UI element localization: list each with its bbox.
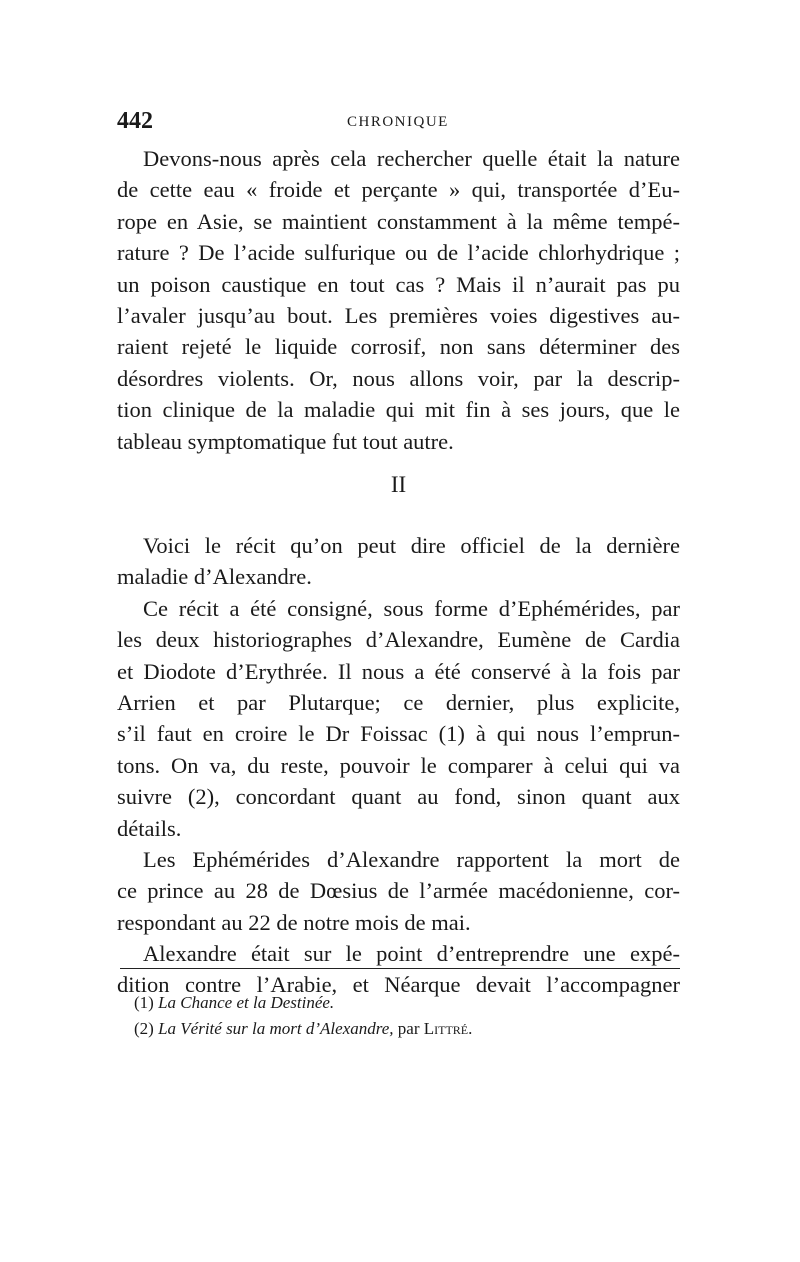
section-body [117,530,680,1001]
text-line: dition contre l’Arabie, et Néarque devait l’accompagner [117,972,680,998]
text-line: Les Ephémérides d’Alexandre rapportent la mort de [143,846,680,872]
text-line: détails. [117,815,182,841]
text-line: rope en Asie, se maintient constamment à la même tempé- [117,208,680,234]
footnote-1 [134,990,674,1016]
text-line: un poison caustique en tout cas ? Mais il n’aurait pas pu [117,271,680,297]
text-line: maladie d’Alexandre. [117,564,312,590]
paragraph-1 [117,143,680,457]
running-title: CHRONIQUE [347,114,449,130]
footnote-suffix: par [393,1019,424,1038]
page-number: 442 [117,108,153,134]
footnote-marker: (1) [134,993,159,1012]
text-line: s’il faut en croire le Dr Foissac (1) à qui nous l’emprun- [117,721,680,747]
text-line: ce prince au 28 de Dœsius de l’armée macédonienne, cor- [117,878,680,904]
text-line: désordres violents. Or, nous allons voir, par la descrip- [117,365,680,391]
text-line: Devons-nous après cela rechercher quelle était la nature [143,146,680,171]
text-line: et Diodote d’Erythrée. Il nous a été conservé à la fois par [117,658,680,684]
text-line: Alexandre était sur le point d’entreprendre une expé- [143,941,680,967]
text-line: les deux historiographes d’Alexandre, Eumène de Cardia [117,627,680,653]
text-line: rature ? De l’acide sulfurique ou de l’acide chlorhydrique ; [117,240,680,266]
text-line: tion clinique de la maladie qui mit fin à ses jours, que le [117,397,680,423]
text-line: l’avaler jusqu’au bout. Les premières voies digestives au- [117,302,680,328]
text-line: Arrien et par Plutarque; ce dernier, plus explicite, [117,689,680,715]
footnote-author: Littré. [423,1019,473,1038]
footnotes [134,990,674,1042]
footnote-title: La Vérité sur la mort d’Alexandre, [158,1019,394,1038]
text-line: respondant au 22 de notre mois de mai. [117,909,471,935]
running-head [117,108,680,138]
footnote-title: La Chance et la Destinée. [158,993,335,1012]
section-heading: II [390,472,407,497]
text-line: suivre (2), concordant quant au fond, sinon quant aux [117,784,680,810]
footnote-marker: (2) [134,1019,159,1038]
text-line: Ce récit a été consigné, sous forme d’Ephémérides, par [143,595,680,621]
text-line: raient rejeté le liquide corrosif, non sans déterminer des [117,334,680,360]
text-line: tons. On va, du reste, pouvoir le comparer à celui qui va [117,752,680,778]
footnote-rule [120,968,680,969]
footnote-2 [134,1016,674,1042]
text-line: de cette eau « froide et perçante » qui, transportée d’Eu- [117,177,680,203]
text-line: tableau symptomatique fut tout autre. [117,428,454,454]
text-line: Voici le récit qu’on peut dire officiel de la dernière [143,533,680,558]
